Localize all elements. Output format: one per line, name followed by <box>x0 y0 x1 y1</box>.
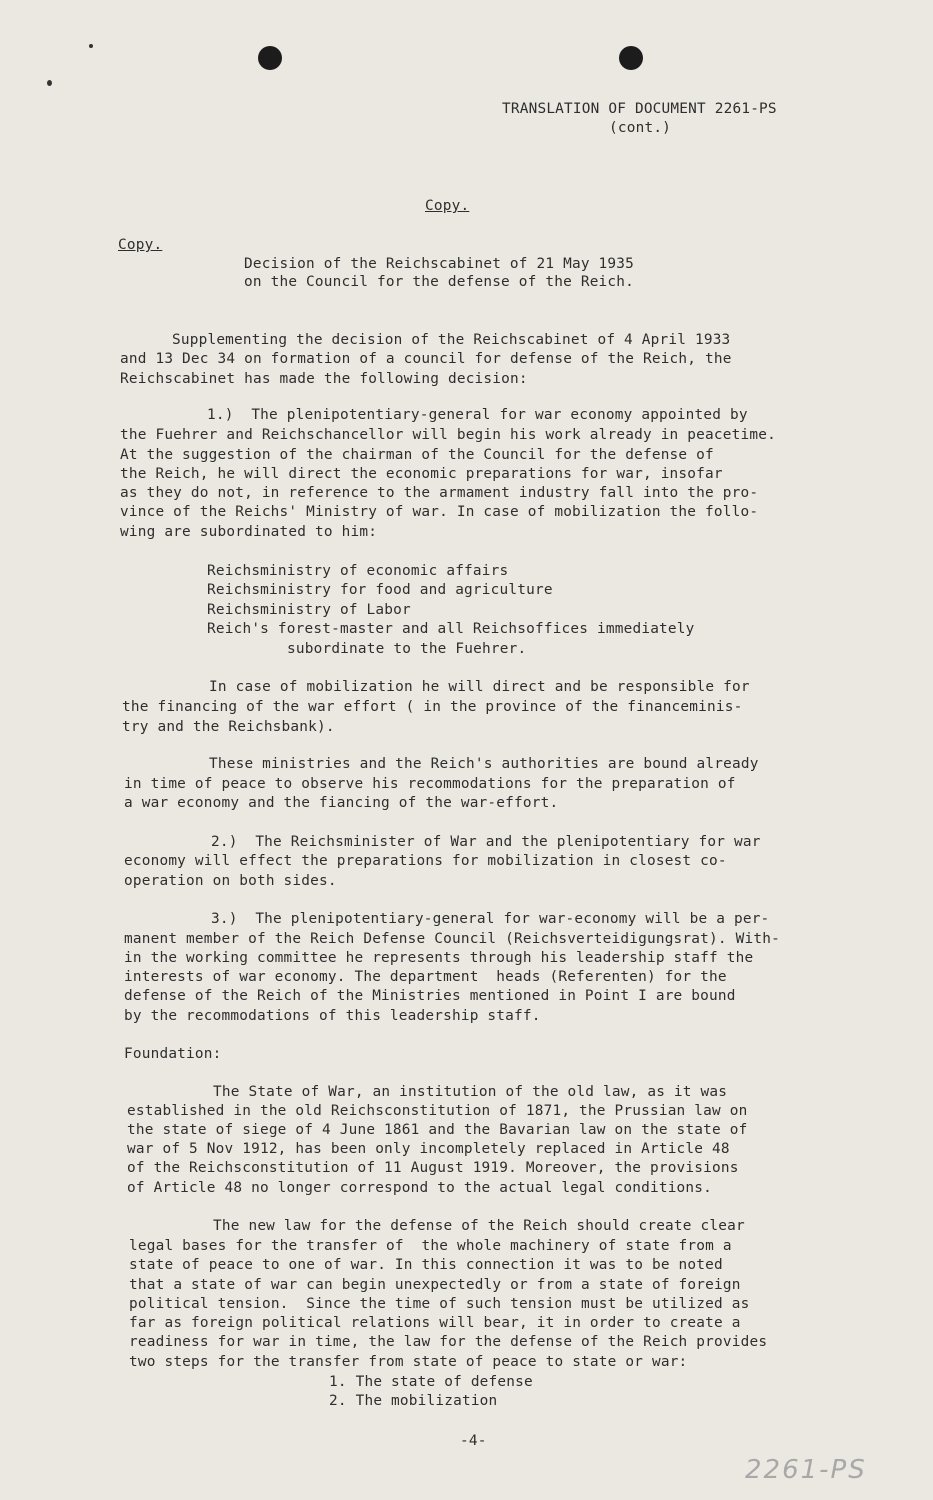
point1-line: as they do not, in reference to the armament industry fall into the pro- <box>120 485 759 501</box>
foundation-para1-line: established in the old Reichsconstitution of 1871, the Prussian law on <box>127 1103 748 1119</box>
point3-line: in the working committee he represents through his leadership staff the <box>124 950 754 966</box>
header-line-2: (cont.) <box>609 120 672 136</box>
foundation-para1-line: of Article 48 no longer correspond to the actual legal conditions. <box>127 1180 713 1196</box>
foundation-para2-line: far as foreign political relations will bear, it in order to create a <box>129 1315 741 1331</box>
mobilization-line: the financing of the war effort ( in the province of the financeminis- <box>122 699 743 715</box>
foundation-para2-line: that a state of war can begin unexpectedly or from a state of foreign <box>129 1277 741 1293</box>
point3-line: manent member of the Reich Defense Council (Reichsverteidigungsrat). With- <box>124 931 780 947</box>
point1-line: wing are subordinated to him: <box>120 524 378 540</box>
intro-line: Reichscabinet has made the following decision: <box>120 371 528 387</box>
intro-line: and 13 Dec 34 on formation of a council for defense of the Reich, the <box>120 351 732 367</box>
point2-line: economy will effect the preparations for mobilization in closest co- <box>124 853 727 869</box>
ministries-para-line: in time of peace to observe his recommodations for the preparation of <box>124 776 736 792</box>
ministry-item: Reichsministry for food and agriculture <box>207 582 553 598</box>
foundation-para1-line: of the Reichsconstitution of 11 August 1919. Moreover, the provisions <box>127 1160 739 1176</box>
foundation-para1-line: The State of War, an institution of the old law, as it was <box>213 1084 728 1100</box>
point1-line: vince of the Reichs' Ministry of war. In case of mobilization the follo- <box>120 504 759 520</box>
ministry-item: Reichsministry of economic affairs <box>207 563 509 579</box>
point3-line: by the recommodations of this leadership staff. <box>124 1008 541 1024</box>
step-item: 2. The mobilization <box>329 1393 498 1409</box>
ministry-item: Reich's forest-master and all Reichsoffices immediately <box>207 621 695 637</box>
point3-line: 3.) The plenipotentiary-general for war-economy will be a per- <box>211 911 770 927</box>
ink-speck <box>89 44 93 48</box>
mobilization-line: try and the Reichsbank). <box>122 719 335 735</box>
point2-line: 2.) The Reichsminister of War and the plenipotentiary for war <box>211 834 761 850</box>
ink-speck <box>47 80 52 86</box>
point2-line: operation on both sides. <box>124 873 337 889</box>
foundation-para2-line: political tension. Since the time of such tension must be utilized as <box>129 1296 750 1312</box>
foundation-para2-line: readiness for war in time, the law for the defense of the Reich provides <box>129 1334 768 1350</box>
point1-line: At the suggestion of the chairman of the Council for the defense of <box>120 447 714 463</box>
ministries-para-line: a war economy and the fiancing of the war-effort. <box>124 795 559 811</box>
step-item: 1. The state of defense <box>329 1374 533 1390</box>
point3-line: interests of war economy. The department heads (Referenten) for the <box>124 969 727 985</box>
point1-line: the Reich, he will direct the economic preparations for war, insofar <box>120 466 723 482</box>
foundation-label: Foundation: <box>124 1046 222 1062</box>
header-line-1: TRANSLATION OF DOCUMENT 2261-PS <box>502 101 777 117</box>
foundation-para2-line: two steps for the transfer from state of peace to state or war: <box>129 1354 688 1370</box>
foundation-para2-line: state of peace to one of war. In this connection it was to be noted <box>129 1257 723 1273</box>
mobilization-line: In case of mobilization he will direct and be responsible for <box>209 679 750 695</box>
ministry-item: Reichsministry of Labor <box>207 602 411 618</box>
title-line: on the Council for the defense of the Reich. <box>244 274 635 290</box>
point1-line: the Fuehrer and Reichschancellor will begin his work already in peacetime. <box>120 427 776 443</box>
point1-line: 1.) The plenipotentiary-general for war economy appointed by <box>207 407 748 423</box>
punch-hole-right <box>619 46 643 70</box>
title-line: Decision of the Reichscabinet of 21 May 1935 <box>244 256 635 272</box>
copy-heading-center: Copy. <box>425 198 470 214</box>
foundation-para2-line: legal bases for the transfer of the whole machinery of state from a <box>129 1238 732 1254</box>
foundation-para2-line: The new law for the defense of the Reich should create clear <box>213 1218 745 1234</box>
foundation-para1-line: the state of siege of 4 June 1861 and the Bavarian law on the state of <box>127 1122 748 1138</box>
pencil-note: 2261-PS <box>745 1455 867 1485</box>
page-number: -4- <box>460 1433 487 1449</box>
point3-line: defense of the Reich of the Ministries mentioned in Point I are bound <box>124 988 736 1004</box>
ministries-para-line: These ministries and the Reich's authorities are bound already <box>209 756 759 772</box>
intro-line: Supplementing the decision of the Reichscabinet of 4 April 1933 <box>172 332 731 348</box>
ministry-item: subordinate to the Fuehrer. <box>287 641 527 657</box>
punch-hole-left <box>258 46 282 70</box>
copy-heading-left: Copy. <box>118 237 163 253</box>
foundation-para1-line: war of 5 Nov 1912, has been only incompletely replaced in Article 48 <box>127 1141 730 1157</box>
